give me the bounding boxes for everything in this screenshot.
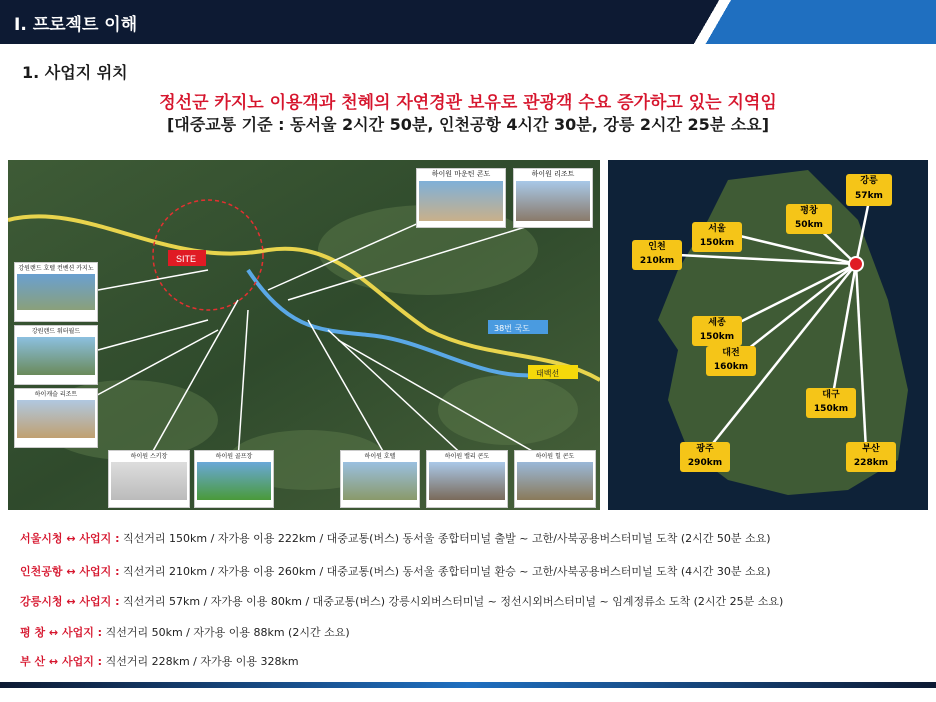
photo-highcastle: 하이캐슬 리조트 xyxy=(14,388,98,448)
city-gwangju: 광주 290km xyxy=(680,442,730,472)
city-daegu: 대구 150km xyxy=(806,388,856,418)
city-seoul: 서울 150km xyxy=(692,222,742,252)
route-incheon: 인천공항 ↔ 사업지 : 직선거리 210km / 자가용 이용 260km / 대중교통(버스) 동서울 종합터미널 환승 ~ 고한/사북공용버스터미널 도착 (4시간 30분 소요) xyxy=(20,565,771,578)
road-label-taebaek: 태백선 xyxy=(536,369,560,378)
city-gangneung: 강릉 57km xyxy=(846,174,892,206)
route-seoul: 서울시청 ↔ 사업지 : 직선거리 150km / 자가용 이용 222km / 대중교통(버스) 동서울 종합터미널 출발 ~ 고한/사북공용버스터미널 도착 (2시간 50분 소요) xyxy=(20,532,771,545)
site-marker xyxy=(849,257,863,271)
route-busan: 부 산 ↔ 사업지 : 직선거리 228km / 자가용 이용 328km xyxy=(20,655,299,668)
photo-high1-hotel: 하이원 호텔 xyxy=(340,450,420,508)
city-pyeongchang: 평창 50km xyxy=(786,204,832,234)
photo-high1-resort: 하이원 리조트 xyxy=(513,168,593,228)
photo-ski: 하이원 스키장 xyxy=(108,450,190,508)
route-pyeongchang: 평 창 ↔ 사업지 : 직선거리 50km / 자가용 이용 88km (2시간 소요) xyxy=(20,626,350,639)
headline-red: 정선군 카지노 이용객과 천혜의 자연경관 보유로 관광객 수요 증가하고 있는 지역임 xyxy=(159,93,777,113)
photo-mountain-condo: 하이원 마운틴 콘도 xyxy=(416,168,506,228)
city-daejeon: 대전 160km xyxy=(706,346,756,376)
headline-black: [대중교통 기준 : 동서울 2시간 50분, 인천공항 4시간 30분, 강릉 2시간 25분 소요] xyxy=(166,115,770,134)
section-title: 1. 사업지 위치 xyxy=(22,63,128,82)
city-incheon: 인천 210km xyxy=(632,240,682,270)
photo-valley-condo: 하이원 밸리 콘도 xyxy=(426,450,508,508)
site-label: SITE xyxy=(176,254,197,264)
city-busan: 부산 228km xyxy=(846,442,896,472)
site-aerial-map xyxy=(8,160,600,510)
header-title: Ⅰ. 프로젝트 이해 xyxy=(14,15,138,35)
header-bar xyxy=(0,0,936,44)
header-stripe xyxy=(666,0,936,44)
photo-kangwonland-casino: 강원랜드 호텔 컨벤션 카지노 xyxy=(14,262,98,322)
korea-distance-map xyxy=(608,160,928,510)
photo-hill-condo: 하이원 힐 콘도 xyxy=(514,450,596,508)
photo-golf: 하이원 골프장 xyxy=(194,450,274,508)
route-gangneung: 강릉시청 ↔ 사업지 : 직선거리 57km / 자가용 이용 80km / 대중교통(버스) 강릉시외버스터미널 ~ 정선시외버스터미널 ~ 임계정류소 도착 (2시간 25분 소요) xyxy=(20,595,784,608)
road-label-38: 38번 국도 xyxy=(494,324,530,333)
photo-waterworld: 강원랜드 워터월드 xyxy=(14,325,98,385)
footer-bar xyxy=(0,682,936,688)
city-sejong: 세종 150km xyxy=(692,316,742,346)
